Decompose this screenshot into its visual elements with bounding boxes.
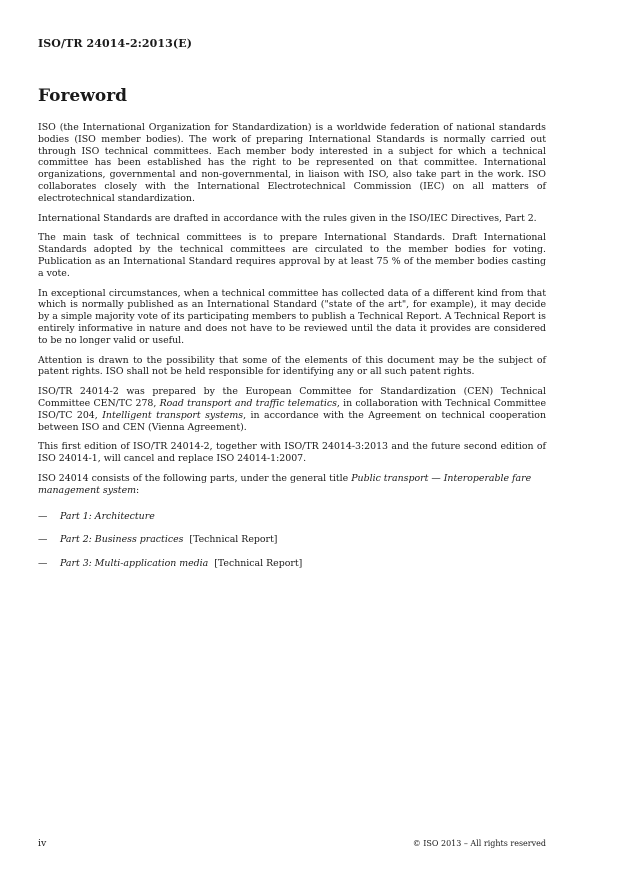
page-number: iv [38,838,47,849]
paragraph-patent-rights: Attention is drawn to the possibility that some of the elements of this document may be the subject of patent rights. ISO shall not be held responsible for identifying any or all such patent rights. [38,354,546,378]
paragraph-parts-intro [38,473,546,497]
list-dash: — [38,558,48,570]
paragraph-committee-task: The main task of technical committees is to prepare International Standards. Draft International Standards adopted by the technical committees are circulated to the member bodies for voting. Publication as an International Standard requires approval by at least 75 % of the member bodies casting a vote. [38,232,546,279]
foreword-body [38,122,546,582]
paragraph-iso-intro: ISO (the International Organization for Standardization) is a worldwide federation of national standards bodies (ISO member bodies). The work of preparing International Standards is normally carried out through ISO technical committees. Each member body interested in a subject for which a technical committee has been established has the right to be represented on that committee. International organizations, governmental and non-governmental, in liaison with ISO, also take part in the work. ISO collaborates closely with the International Electrotechnical Commission (IEC) on all matters of electrotechnical standardization. [38,122,546,204]
paragraph-edition: This first edition of ISO/TR 24014-2, together with ISO/TR 24014-3:2013 and the future second edition of ISO 24014-1, will cancel and replace ISO 24014-1:2007. [38,441,546,465]
list-dash: — [38,510,48,522]
part-note: [Technical Report] [214,558,303,570]
list-item [38,534,546,546]
copyright-notice: © ISO 2013 – All rights reserved [412,839,546,848]
parts-intro-colon: : [136,484,140,496]
part-note: [Technical Report] [189,534,278,546]
list-item [38,511,546,523]
committee-title-cen: Road transport and traffic telematics [159,397,337,409]
prepared-by-text-2: , in collaboration with Technical Committee ISO/TC 204, [38,397,546,421]
document-id-header: ISO/TR 24014-2:2013(E) [38,37,193,50]
general-title: Public transport — Interoperable fare management system [38,472,532,496]
part-title: Part 2: Business practices [60,534,184,546]
paragraph-technical-report: In exceptional circumstances, when a technical committee has collected data of a different kind from that which is normally published as an International Standard ("state of the art", for example), it may decide by a simple majority vote of its participating members to publish a Technical Report. A Technical Report is entirely informative in nature and does not have to be reviewed until the data it provides are considered to be no longer valid or useful. [38,287,546,346]
committee-title-iso: Intelligent transport systems [102,409,244,421]
paragraph-directives: International Standards are drafted in accordance with the rules given in the ISO/IEC Directives, Part 2. [38,212,537,224]
part-title: Part 3: Multi-application media [60,558,209,570]
parts-intro-text: ISO 24014 consists of the following parts, under the general title [38,472,352,484]
prepared-by-text-1: ISO/TR 24014-2 was prepared by the European Committee for Standardization (CEN) Technical Committee CEN/TC 278, [38,386,546,409]
page-title: Foreword [38,86,128,106]
list-dash: — [38,534,48,546]
list-item [38,558,546,570]
prepared-by-text-3: , in accordance with the Agreement on technical cooperation between ISO and CEN (Vienna Agreement). [38,409,546,433]
part-title: Part 1: Architecture [60,510,155,522]
paragraph-prepared-by [38,386,546,433]
